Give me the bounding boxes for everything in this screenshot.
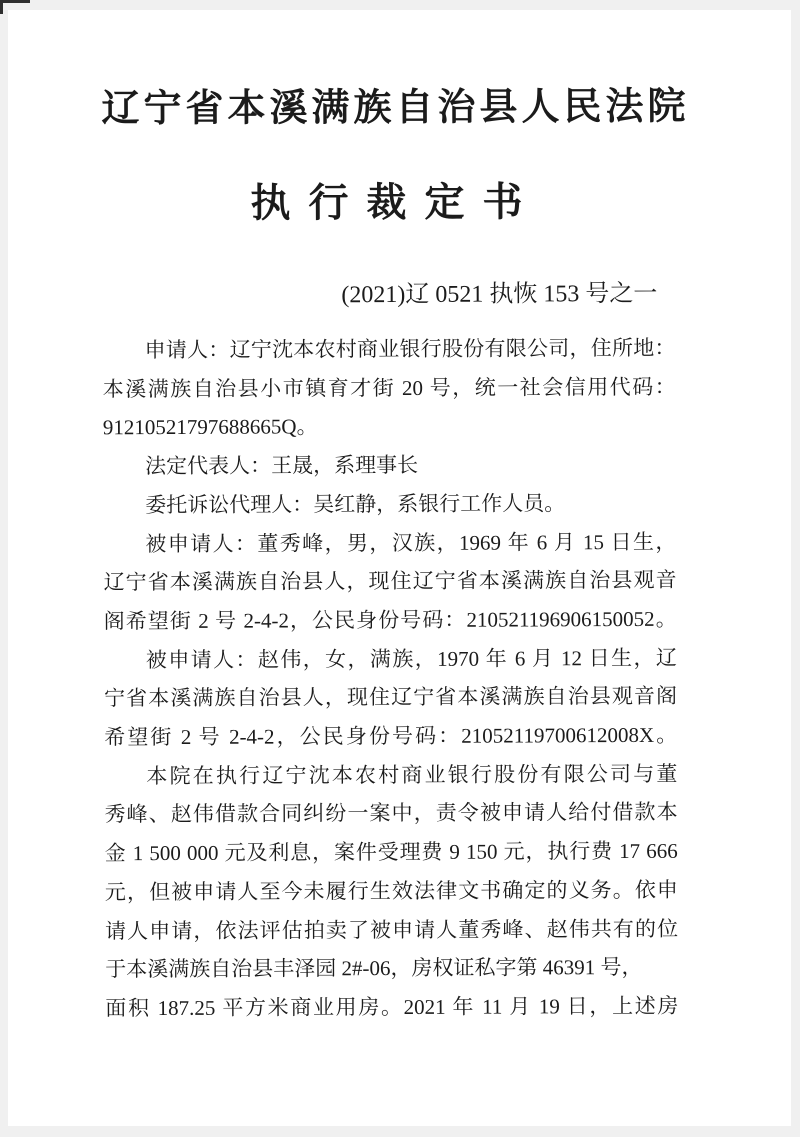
body-line: 宁省本溪满族自治县人，现住辽宁省本溪满族自治县观音阁: [104, 684, 678, 711]
body-line: 被申请人：赵伟，女，满族，1970 年 6 月 12 日生，辽: [145, 645, 677, 672]
body-line: 希望街 2 号 2-4-2，公民身份号码：21052119700612008X。: [104, 722, 678, 750]
scan-edge-artifact-top: [0, 0, 30, 3]
body-line: 元，但被申请人至今未履行生效法律文书确定的义务。依申: [104, 877, 678, 905]
body-line: 法定代表人：王晟，系理事长: [144, 453, 419, 479]
body-line: 辽宁省本溪满族自治县人，现住辽宁省本溪满族自治县观音: [103, 568, 677, 595]
scan-edge-artifact-left: [0, 0, 3, 14]
body-line: 于本溪满族自治县丰泽园 2#-06，房权证私字第 46391 号，: [105, 955, 643, 982]
body-line: 申请人：辽宁沈本农村商业银行股份有限公司，住所地：: [144, 335, 676, 363]
body-line: 金 1 500 000 元及利息，案件受理费 9 150 元，执行费 17 666: [104, 838, 678, 866]
document-body: [102, 329, 678, 1028]
case-number: (2021)辽 0521 执恢 153 号之一: [341, 280, 658, 309]
body-line: 91210521797688665Q。: [102, 414, 318, 440]
body-line: 请人申请，依法评估拍卖了被申请人董秀峰、赵伟共有的位: [105, 916, 679, 943]
document-title: 执 行 裁 定 书: [250, 179, 527, 226]
body-line: 委托诉讼代理人：吴红静，系银行工作人员。: [145, 491, 566, 517]
body-line: 面积 187.25 平方米商业用房。2021 年 11 月 19 日，上述房: [105, 993, 679, 1021]
document-content: [6, 8, 794, 1127]
court-name-heading: 辽宁省本溪满族自治县人民法院: [101, 85, 690, 131]
body-line: 被申请人：董秀峰，男，汉族，1969 年 6 月 15 日生，: [145, 529, 677, 556]
body-line: 本院在执行辽宁沈本农村商业银行股份有限公司与董: [146, 761, 678, 788]
body-line: 本溪满族自治县小市镇育才街 20 号，统一社会信用代码：: [102, 374, 676, 401]
body-line: 阁希望街 2 号 2-4-2，公民身份号码：210521196906150052。: [103, 606, 677, 634]
document-page: [8, 10, 791, 1126]
body-line: 秀峰、赵伟借款合同纠纷一案中，责令被申请人给付借款本: [104, 800, 678, 827]
